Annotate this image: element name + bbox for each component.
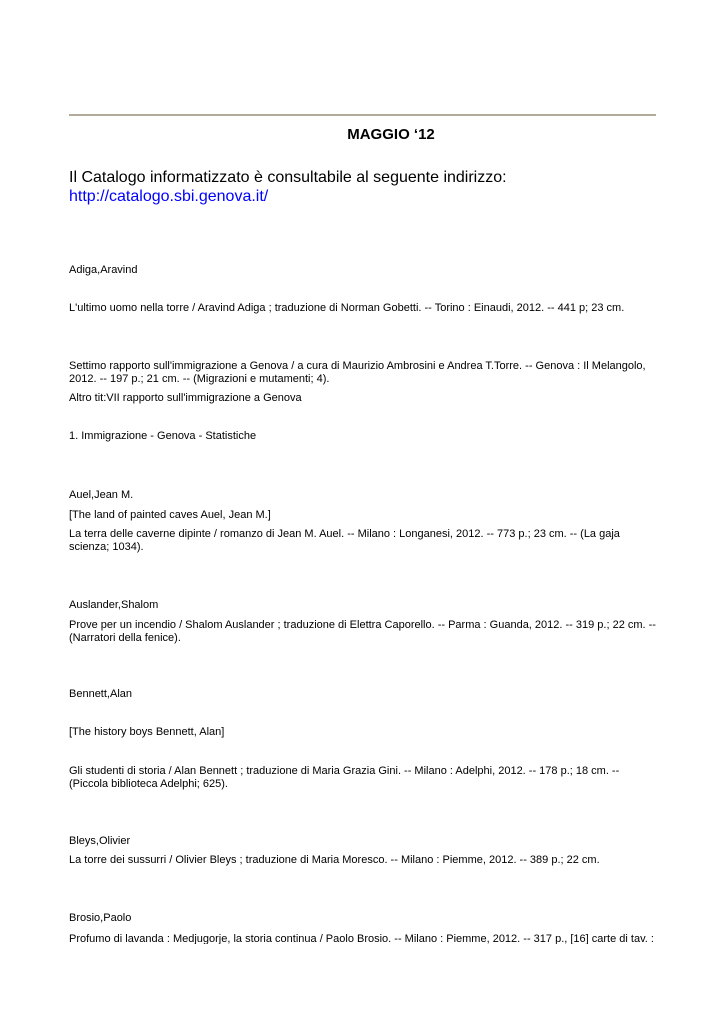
author-auel: Auel,Jean M. — [69, 489, 134, 501]
record-settimo-subject: 1. Immigrazione - Genova - Statistiche — [69, 430, 257, 442]
catalog-link[interactable]: http://catalogo.sbi.genova.it/ — [69, 188, 269, 205]
author-adiga: Adiga,Aravind — [69, 264, 138, 276]
intro-text: Il Catalogo informatizzato è consultabile al seguente indirizzo: — [69, 169, 507, 186]
record-bleys: La torre dei sussurri / Olivier Bleys ; traduzione di Maria Moresco. -- Milano : Piemme, 2012. -- 389 p.; 22 cm. — [69, 854, 600, 866]
author-brosio: Brosio,Paolo — [69, 912, 132, 924]
record-auslander: Prove per un incendio / Shalom Auslander ; traduzione di Elettra Caporello. -- Parma : Guanda, 2012. -- 319 p.; 22 cm. -- (Narratori della fenice). — [69, 619, 656, 644]
author-auslander: Auslander,Shalom — [69, 599, 159, 611]
header-rule — [69, 114, 656, 116]
record-auel-original-title: [The land of painted caves Auel, Jean M.] — [69, 509, 271, 521]
record-bennett-original-title: [The history boys Bennett, Alan] — [69, 726, 225, 738]
record-auel: La terra delle caverne dipinte / romanzo di Jean M. Auel. -- Milano : Longanesi, 2012. -- 773 p.; 23 cm. -- (La gaja scienza; 1034). — [69, 528, 620, 553]
record-settimo-alt-title: Altro tit:VII rapporto sull'immigrazione a Genova — [69, 392, 302, 404]
month-heading: MAGGIO ‘12 — [347, 126, 435, 143]
intro-block — [69, 168, 507, 206]
author-bleys: Bleys,Olivier — [69, 835, 131, 847]
record-brosio-clipped — [69, 933, 659, 944]
record-adiga: L'ultimo uomo nella torre / Aravind Adiga ; traduzione di Norman Gobetti. -- Torino : Einaudi, 2012. -- 441 p; 23 cm. — [69, 302, 625, 314]
record-bennett: Gli studenti di storia / Alan Bennett ; traduzione di Maria Grazia Gini. -- Milano : Adelphi, 2012. -- 178 p.; 18 cm. -- (Piccola biblioteca Adelphi; 625). — [69, 765, 620, 790]
record-settimo-rapporto: Settimo rapporto sull'immigrazione a Genova / a cura di Maurizio Ambrosini e Andrea T.Torre. -- Genova : Il Melangolo, 2012. -- 197 p.; 21 cm. -- (Migrazioni e mutamenti; 4). — [69, 360, 646, 385]
author-bennett: Bennett,Alan — [69, 688, 132, 700]
record-brosio: Profumo di lavanda : Medjugorje, la storia continua / Paolo Brosio. -- Milano : Piemme, 2012. -- 317 p., [16] carte di tav. : — [69, 933, 654, 944]
